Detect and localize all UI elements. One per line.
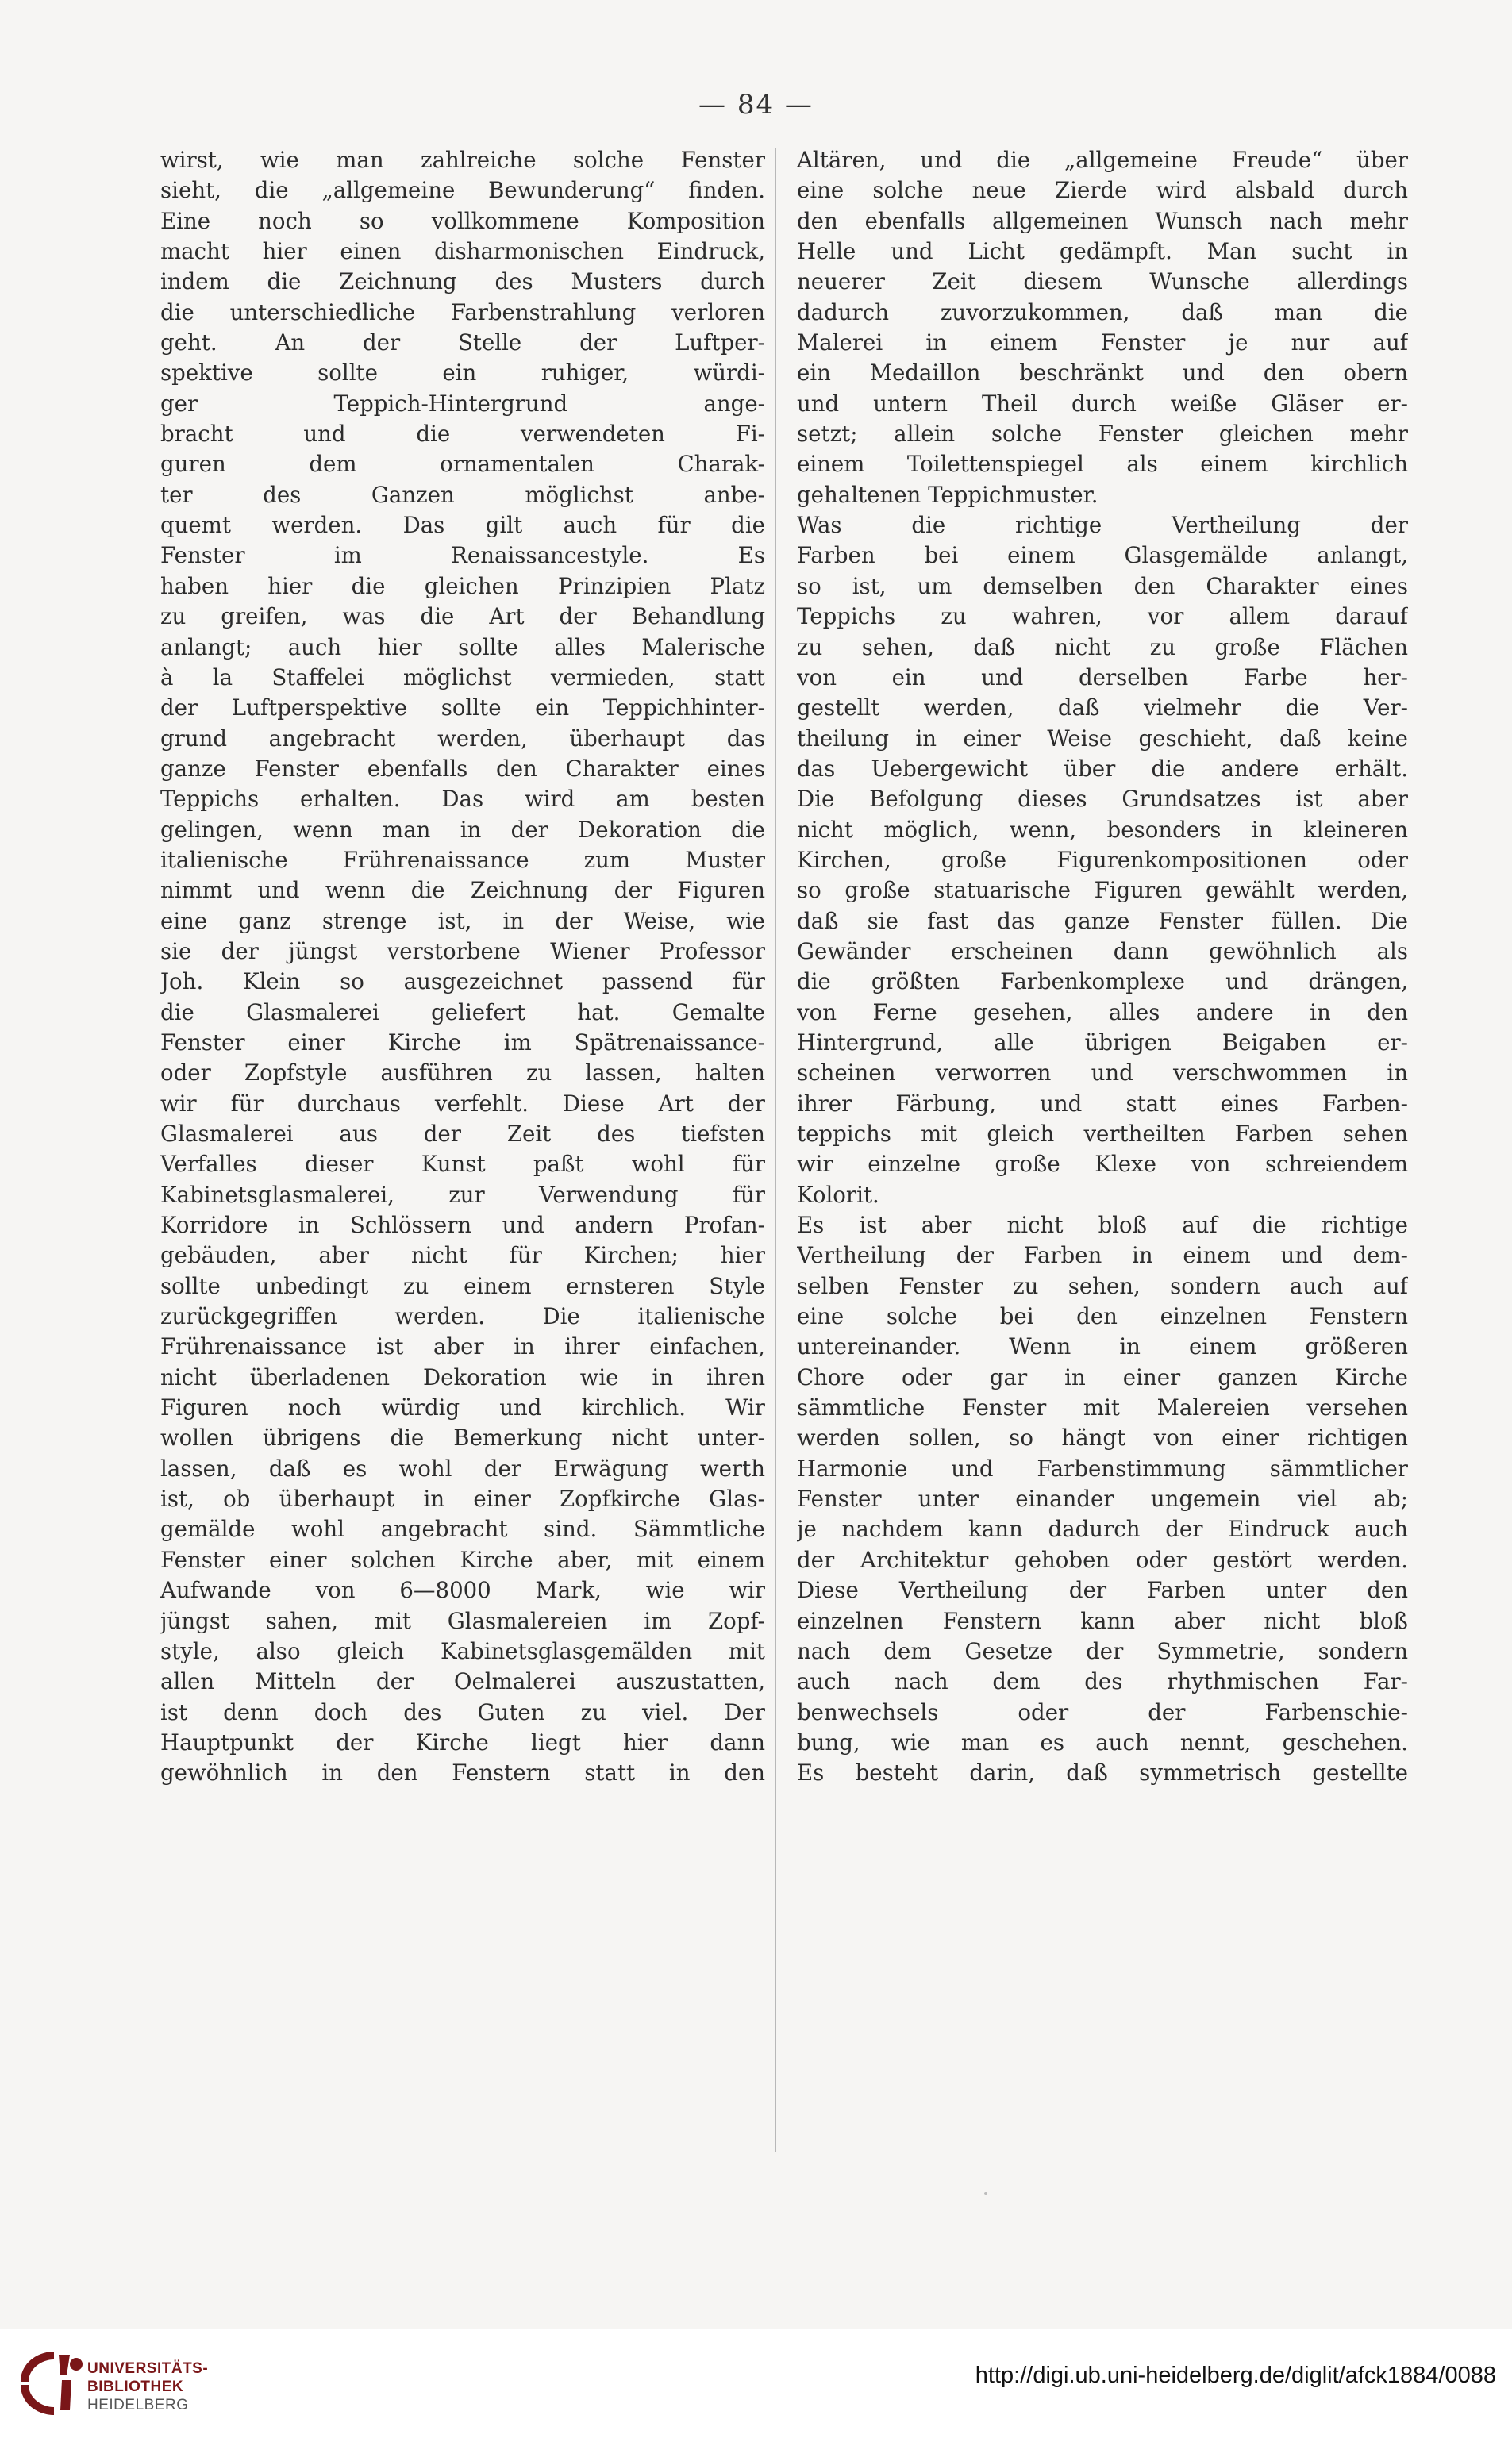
right-column-text-line: gestellt werden, daß vielmehr die Ver- [797,694,1408,721]
left-column-text-line: wollen übrigens die Bemerkung nicht unter- [160,1425,765,1452]
left-column-text-line: Hauptpunkt der Kirche liegt hier dann [160,1729,765,1756]
right-column-text-line: dadurch zuvorzukommen, daß man die [797,298,1408,325]
left-column-text-line: Aufwande von 6—8000 Mark, wie wir [160,1577,765,1604]
left-column-text-line: nimmt und wenn die Zeichnung der Figuren [160,877,765,904]
left-column-text-line: haben hier die gleichen Prinzipien Platz [160,572,765,599]
left-column-text-line: Kabinetsglasmalerei, zur Verwendung für [160,1181,765,1208]
left-column-text-line: grund angebracht werden, überhaupt das [160,725,765,752]
right-column-text-line: teppichs mit gleich vertheilten Farben sehen [797,1121,1408,1147]
left-column-text-line: indem die Zeichnung des Musters durch [160,268,765,295]
right-column-text-line: gehaltenen Teppichmuster. [797,481,1098,508]
right-column-text-line: theilung in einer Weise geschieht, daß keine [797,725,1408,752]
right-column-text-line: einem Toilettenspiegel als einem kirchlich [797,451,1408,478]
left-column-text-line: oder Zopfstyle ausführen zu lassen, halten [160,1060,765,1086]
left-column-text-line: die Glasmalerei geliefert hat. Gemalte [160,998,765,1025]
right-column-text-line: so ist, um demselben den Charakter eines [797,572,1408,599]
right-column-text-line: Farben bei einem Glasgemälde anlangt, [797,542,1408,569]
right-column-text-line: nicht möglich, wenn, besonders in kleineren [797,816,1408,843]
right-column-text-line: Gewänder erscheinen dann gewöhnlich als [797,937,1408,964]
right-column-text-line: Teppichs zu wahren, vor allem darauf [797,603,1408,630]
footer-bar [0,2329,1512,2446]
digital-library-url-link[interactable]: http://digi.ub.uni-heidelberg.de/diglit/afck1884/0088 [975,2363,1496,2388]
left-column-text-line: ist denn doch des Guten zu viel. Der [160,1698,765,1725]
right-column-text-line: wir einzelne große Klexe von schreiendem [797,1151,1408,1178]
right-column-text-line: sämmtliche Fenster mit Malereien versehen [797,1394,1408,1421]
right-column-text-line: und untern Theil durch weiße Gläser er- [797,390,1408,417]
left-column-text-line: gebäuden, aber nicht für Kirchen; hier [160,1242,765,1269]
right-column-text-line: das Uebergewicht über die andere erhält. [797,755,1408,782]
left-column-text-line: nicht überladenen Dekoration wie in ihren [160,1363,765,1390]
left-column-text-line: bracht und die verwendeten Fi- [160,421,765,448]
left-column-text-line: gewöhnlich in den Fenstern statt in den [160,1760,765,1786]
left-column-text-line: macht hier einen disharmonischen Eindruck, [160,238,765,265]
right-column-text-line: Harmonie und Farbenstimmung sämmtlicher [797,1455,1408,1482]
left-column-text-line: sie der jüngst verstorbene Wiener Professor [160,937,765,964]
right-column-text-line: untereinander. Wenn in einem größeren [797,1333,1408,1360]
left-column-text-line: die unterschiedliche Farbenstrahlung verloren [160,298,765,325]
left-column-text-line: sieht, die „allgemeine Bewunderung“ finden. [160,177,765,204]
university-seal-icon [14,2347,94,2418]
left-column-text-line: allen Mitteln der Oelmalerei auszustatten, [160,1668,765,1695]
right-column-text-line: Die Befolgung dieses Grundsatzes ist aber [797,786,1408,813]
right-column-text-line: bung, wie man es auch nennt, geschehen. [797,1729,1408,1756]
right-column-text-line: eine solche bei den einzelnen Fenstern [797,1303,1408,1330]
right-column-text-line: Chore oder gar in einer ganzen Kirche [797,1363,1408,1390]
left-column-text-line: spektive sollte ein ruhiger, würdi- [160,360,765,387]
right-column-text-line: scheinen verworren und verschwommen in [797,1060,1408,1086]
left-column-text-line: geht. An der Stelle der Luftper- [160,329,765,356]
right-column-text-line: der Architektur gehoben oder gestört werden. [797,1546,1408,1573]
left-column-text-line: à la Staffelei möglichst vermieden, statt [160,663,765,690]
right-column-text-line: Diese Vertheilung der Farben unter den [797,1577,1408,1604]
right-column-text-line: daß sie fast das ganze Fenster füllen. Die [797,907,1408,934]
left-text-column [160,145,765,1789]
right-column-text-line: einzelnen Fenstern kann aber nicht bloß [797,1607,1408,1634]
left-column-text-line: Verfalles dieser Kunst paßt wohl für [160,1151,765,1178]
left-column-text-line: wirst, wie man zahlreiche solche Fenster [160,147,765,173]
right-column-text-line: Was die richtige Vertheilung der [797,512,1408,539]
right-column-text-line: setzt; allein solche Fenster gleichen mehr [797,421,1408,448]
library-name [87,2359,208,2414]
left-column-text-line: quemt werden. Das gilt auch für die [160,512,765,539]
column-divider [775,148,776,2152]
right-column-text-line: nach dem Gesetze der Symmetrie, sondern [797,1637,1408,1664]
left-column-text-line: ist, ob überhaupt in einer Zopfkirche Glas- [160,1486,765,1513]
left-column-text-line: ganze Fenster ebenfalls den Charakter eines [160,755,765,782]
left-column-text-line: sollte unbedingt zu einem ernsteren Style [160,1272,765,1299]
paper-speck [984,2192,987,2195]
right-column-text-line: von ein und derselben Farbe her- [797,663,1408,690]
left-column-text-line: gemälde wohl angebracht sind. Sämmtliche [160,1516,765,1543]
left-column-text-line: zu greifen, was die Art der Behandlung [160,603,765,630]
right-column-text-line: von Ferne gesehen, alles andere in den [797,998,1408,1025]
left-column-text-line: ger Teppich-Hintergrund ange- [160,390,765,417]
left-column-text-line: lassen, daß es wohl der Erwägung werth [160,1455,765,1482]
right-column-text-line: Es besteht darin, daß symmetrisch gestellte [797,1760,1408,1786]
right-column-text-line: auch nach dem des rhythmischen Far- [797,1668,1408,1695]
library-name-line-1: UNIVERSITÄTS- [87,2360,209,2377]
library-name-line-2: BIBLIOTHEK [87,2379,184,2395]
right-column-text-line: Malerei in einem Fenster je nur auf [797,329,1408,356]
left-column-text-line: jüngst sahen, mit Glasmalereien im Zopf- [160,1607,765,1634]
left-column-text-line: Fenster im Renaissancestyle. Es [160,542,765,569]
left-column-text-line: gelingen, wenn man in der Dekoration die [160,816,765,843]
right-text-column [797,145,1408,1789]
right-column-text-line: Hintergrund, alle übrigen Beigaben er- [797,1029,1408,1056]
page-number: — 84 — [698,89,814,121]
right-column-text-line: Fenster unter einander ungemein viel ab; [797,1486,1408,1513]
left-column-text-line: Teppichs erhalten. Das wird am besten [160,786,765,813]
right-column-text-line: ihrer Färbung, und statt eines Farben- [797,1090,1408,1117]
library-name-line-3: HEIDELBERG [87,2397,189,2413]
right-column-text-line: je nachdem kann dadurch der Eindruck auch [797,1516,1408,1543]
left-column-text-line: italienische Frührenaissance zum Muster [160,846,765,873]
left-column-text-line: anlangt; auch hier sollte alles Malerische [160,633,765,660]
right-column-text-line: ein Medaillon beschränkt und den obern [797,360,1408,387]
right-column-text-line: so große statuarische Figuren gewählt werden, [797,877,1408,904]
left-column-text-line: Eine noch so vollkommene Komposition [160,207,765,234]
left-column-text-line: Fenster einer Kirche im Spätrenaissance- [160,1029,765,1056]
left-column-text-line: Glasmalerei aus der Zeit des tiefsten [160,1121,765,1147]
right-column-text-line: Altären, und die „allgemeine Freude“ über [797,147,1408,173]
right-column-text-line: selben Fenster zu sehen, sondern auch auf [797,1272,1408,1299]
left-column-text-line: style, also gleich Kabinetsglasgemälden mit [160,1637,765,1664]
right-column-text-line: Kirchen, große Figurenkompositionen oder [797,846,1408,873]
left-column-text-line: zurückgegriffen werden. Die italienische [160,1303,765,1330]
right-column-text-line: die größten Farbenkomplexe und drängen, [797,968,1408,995]
left-column-text-line: ter des Ganzen möglichst anbe- [160,481,765,508]
right-column-text-line: eine solche neue Zierde wird alsbald durch [797,177,1408,204]
left-column-text-line: der Luftperspektive sollte ein Teppichhinter- [160,694,765,721]
right-column-text-line: den ebenfalls allgemeinen Wunsch nach mehr [797,207,1408,234]
right-column-text-line: zu sehen, daß nicht zu große Flächen [797,633,1408,660]
left-column-text-line: Frührenaissance ist aber in ihrer einfachen, [160,1333,765,1360]
right-column-text-line: benwechsels oder der Farbenschie- [797,1698,1408,1725]
right-column-text-line: Helle und Licht gedämpft. Man sucht in [797,238,1408,265]
right-column-text-line: werden sollen, so hängt von einer richtigen [797,1425,1408,1452]
left-column-text-line: wir für durchaus verfehlt. Diese Art der [160,1090,765,1117]
right-column-text-line: Es ist aber nicht bloß auf die richtige [797,1212,1408,1239]
left-column-text-line: Joh. Klein so ausgezeichnet passend für [160,968,765,995]
left-column-text-line: guren dem ornamentalen Charak- [160,451,765,478]
right-column-text-line: Kolorit. [797,1181,879,1208]
right-column-text-line: Vertheilung der Farben in einem und dem- [797,1242,1408,1269]
right-column-text-line: neuerer Zeit diesem Wunsche allerdings [797,268,1408,295]
left-column-text-line: eine ganz strenge ist, in der Weise, wie [160,907,765,934]
left-column-text-line: Figuren noch würdig und kirchlich. Wir [160,1394,765,1421]
left-column-text-line: Korridore in Schlössern und andern Profan- [160,1212,765,1239]
left-column-text-line: Fenster einer solchen Kirche aber, mit einem [160,1546,765,1573]
